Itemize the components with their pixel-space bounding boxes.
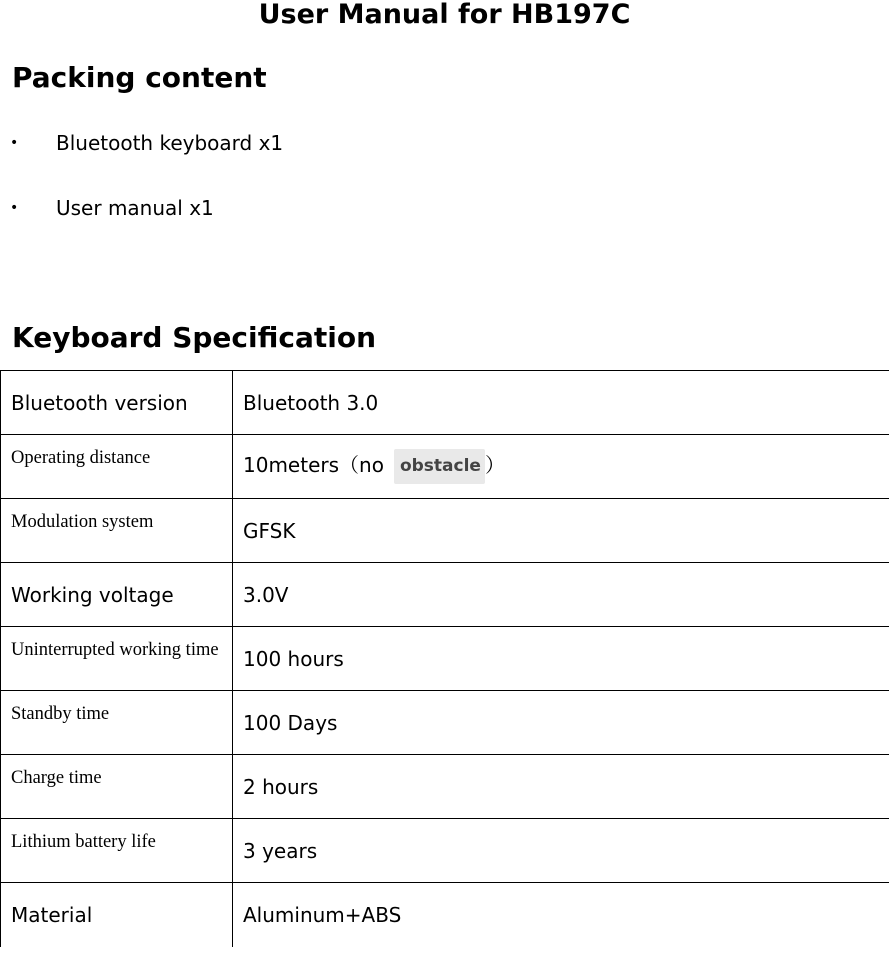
page-title: User Manual for HB197C	[258, 0, 631, 30]
table-row	[1, 755, 889, 819]
spec-value: 3 years	[233, 819, 889, 883]
spec-value: 2 hours	[233, 755, 889, 819]
spec-label: Operating distance	[1, 435, 233, 499]
specification-table	[0, 370, 889, 947]
table-row	[1, 819, 889, 883]
table-row	[1, 691, 889, 755]
spec-label: Standby time	[1, 691, 233, 755]
spec-value: Aluminum+ABS	[233, 883, 889, 947]
spec-label: Uninterrupted working time	[1, 627, 233, 691]
spec-value: 3.0V	[233, 563, 889, 627]
spec-label: Modulation system	[1, 499, 233, 563]
spec-value	[233, 435, 889, 499]
spec-value-text: 10meters（no	[243, 453, 384, 477]
spec-value: Bluetooth 3.0	[233, 371, 889, 435]
table-row	[1, 499, 889, 563]
table-row	[1, 883, 889, 947]
bullet-icon: •	[10, 135, 19, 151]
table-row	[1, 563, 889, 627]
spec-label: Charge time	[1, 755, 233, 819]
spec-label: Bluetooth version	[1, 371, 233, 435]
spec-value: GFSK	[233, 499, 889, 563]
keyboard-specification-heading: Keyboard Specification	[12, 321, 377, 354]
spec-value-text: ）	[484, 453, 505, 477]
table-row	[1, 627, 889, 691]
table-row	[1, 371, 889, 435]
spec-label: Lithium battery life	[1, 819, 233, 883]
spec-label: Working voltage	[1, 563, 233, 627]
spec-label: Material	[1, 883, 233, 947]
table-row	[1, 435, 889, 499]
packing-content-heading: Packing content	[12, 61, 267, 94]
list-item-text: Bluetooth keyboard x1	[56, 131, 284, 155]
list-item-text: User manual x1	[56, 196, 214, 220]
spec-value: 100 hours	[233, 627, 889, 691]
spec-value: 100 Days	[233, 691, 889, 755]
bullet-icon: •	[10, 200, 19, 216]
highlighted-word: obstacle	[394, 449, 485, 484]
